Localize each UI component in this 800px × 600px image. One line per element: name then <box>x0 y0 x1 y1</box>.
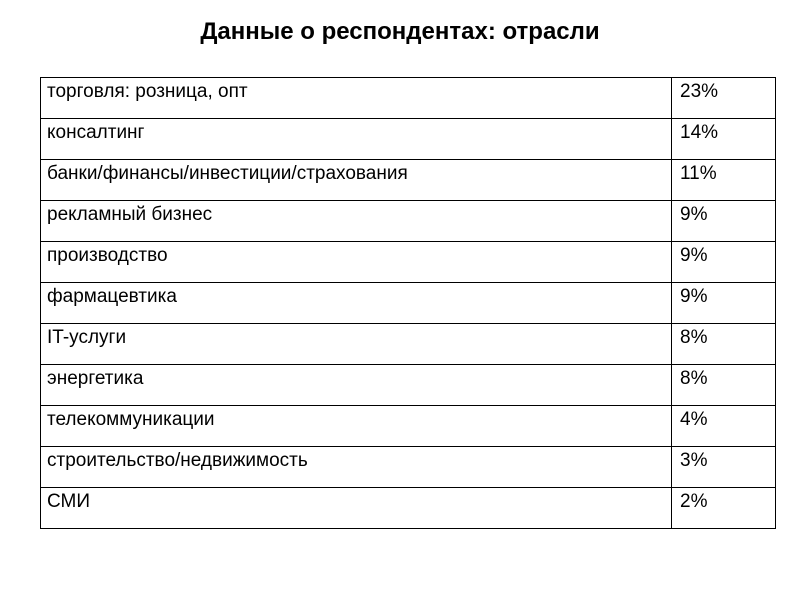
industry-cell: СМИ <box>41 488 672 529</box>
table-row <box>41 242 776 283</box>
share-cell: 14% <box>672 119 776 160</box>
industry-cell: строительство/недвижимость <box>41 447 672 488</box>
industries-table <box>40 77 776 529</box>
table-row <box>41 324 776 365</box>
industry-cell: телекоммуникации <box>41 406 672 447</box>
industry-cell: фармацевтика <box>41 283 672 324</box>
industry-cell: энергетика <box>41 365 672 406</box>
table-row <box>41 406 776 447</box>
page-title: Данные о респондентах: отрасли <box>200 18 600 45</box>
share-cell: 8% <box>672 324 776 365</box>
industry-cell: торговля: розница, опт <box>41 78 672 119</box>
table-row <box>41 488 776 529</box>
share-cell: 23% <box>672 78 776 119</box>
industry-cell: рекламный бизнес <box>41 201 672 242</box>
table-body <box>41 78 776 529</box>
industry-cell: банки/финансы/инвестиции/страхования <box>41 160 672 201</box>
table-row <box>41 119 776 160</box>
share-cell: 9% <box>672 201 776 242</box>
industry-cell: консалтинг <box>41 119 672 160</box>
share-cell: 8% <box>672 365 776 406</box>
table-row <box>41 283 776 324</box>
table-row <box>41 447 776 488</box>
industry-cell: производство <box>41 242 672 283</box>
share-cell: 11% <box>672 160 776 201</box>
share-cell: 9% <box>672 283 776 324</box>
share-cell: 9% <box>672 242 776 283</box>
table-row <box>41 78 776 119</box>
share-cell: 4% <box>672 406 776 447</box>
share-cell: 2% <box>672 488 776 529</box>
table-row <box>41 201 776 242</box>
industry-cell: IT-услуги <box>41 324 672 365</box>
share-cell: 3% <box>672 447 776 488</box>
table-row <box>41 365 776 406</box>
table-row <box>41 160 776 201</box>
